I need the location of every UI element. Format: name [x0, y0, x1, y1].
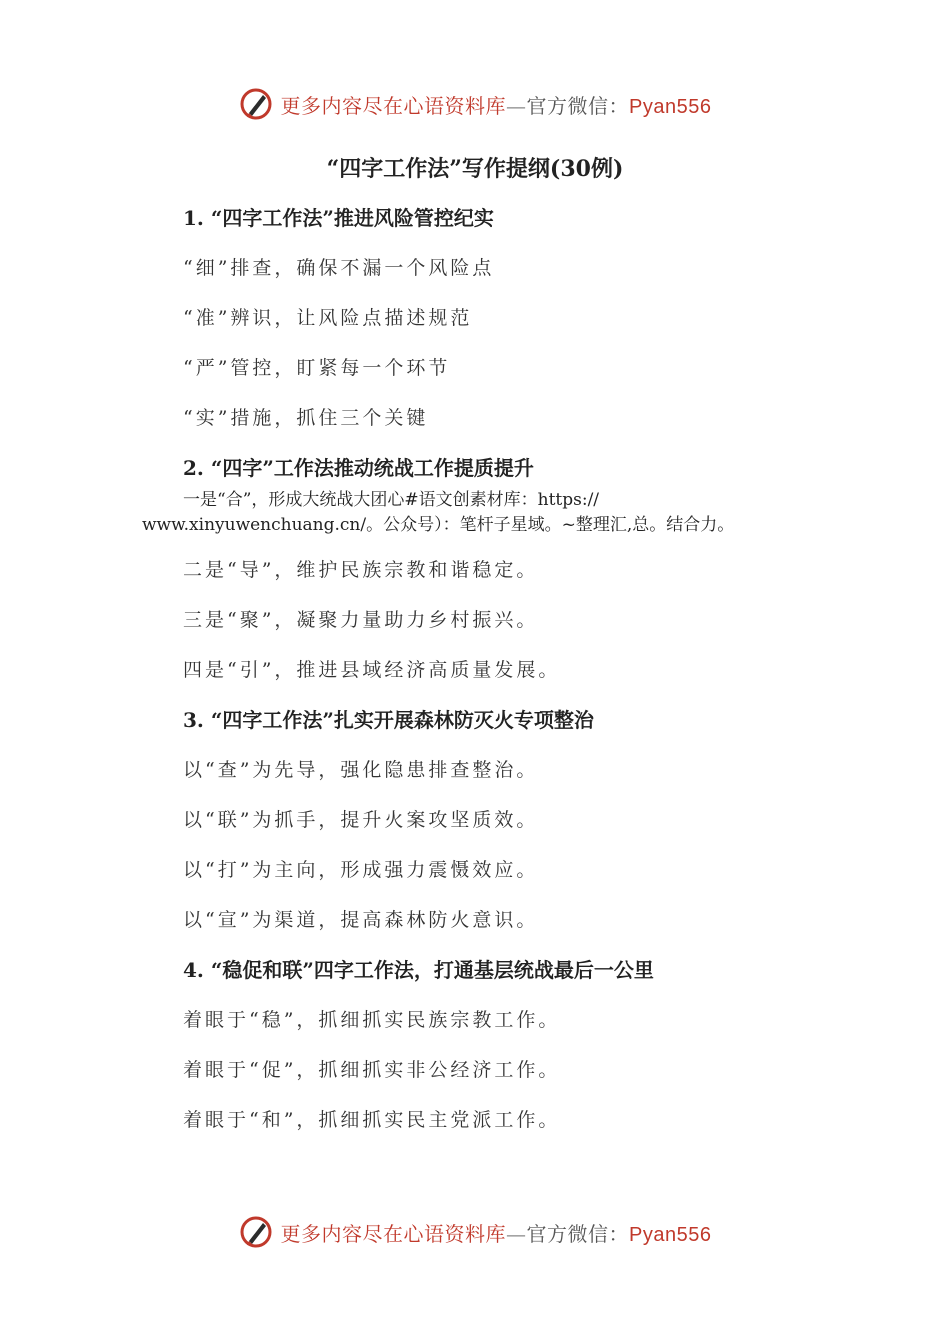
header-banner: [0, 84, 950, 124]
list-item: 以“宣”为渠道，提高森林防火意识。: [183, 909, 539, 931]
list-item-long: [142, 488, 800, 538]
section-heading: 4. “稳促和联”四字工作法，打通基层统战最后一公里: [183, 958, 654, 982]
list-item: 以“查”为先导，强化隐患排查整治。: [183, 759, 539, 781]
long-line-2: www.xinyuwenchuang.cn/。公众号）：笔杆子星域。~整理汇,总。结合力。: [142, 515, 735, 535]
list-item: 二是“导”，维护民族宗教和谐稳定。: [183, 559, 539, 581]
list-item: 着眼于“和”，抓细抓实民主党派工作。: [183, 1109, 561, 1131]
list-item: 以“打”为主向，形成强力震慑效应。: [183, 859, 539, 881]
list-item: 着眼于“促”，抓细抓实非公经济工作。: [183, 1059, 561, 1081]
list-item: “细”排查，确保不漏一个风险点: [183, 257, 495, 279]
footer-banner: [0, 1212, 950, 1252]
list-item: 以“联”为抓手，提升火案攻坚质效。: [183, 809, 539, 831]
pen-logo-icon: [239, 1215, 273, 1249]
list-item: “严”管控，盯紧每一个环节: [183, 357, 451, 379]
section-heading: 3. “四字工作法”扎实开展森林防灭火专项整治: [183, 708, 594, 732]
section-heading: 1. “四字工作法”推进风险管控纪实: [183, 206, 494, 230]
document-body: [0, 200, 950, 1152]
pen-logo-icon: [239, 87, 273, 121]
banner-text: 更多内容尽在心语资料库—官方微信：Pyan556: [280, 93, 712, 118]
section-heading: 2. “四字”工作法推动统战工作提质提升: [183, 456, 534, 480]
list-item: 着眼于“稳”，抓细抓实民族宗教工作。: [183, 1009, 561, 1031]
list-item: “实”措施，抓住三个关键: [183, 407, 429, 429]
long-line-1: 一是“合”，形成大统战大团心#语文创素材库：https://: [183, 490, 600, 510]
banner-text: 更多内容尽在心语资料库—官方微信：Pyan556: [280, 1221, 712, 1246]
list-item: 三是“聚”，凝聚力量助力乡村振兴。: [183, 609, 539, 631]
list-item: “准”辨识，让风险点描述规范: [183, 307, 473, 329]
document-title: “四字工作法”写作提纲(30例): [326, 156, 624, 182]
list-item: 四是“引”，推进县域经济高质量发展。: [183, 659, 561, 681]
